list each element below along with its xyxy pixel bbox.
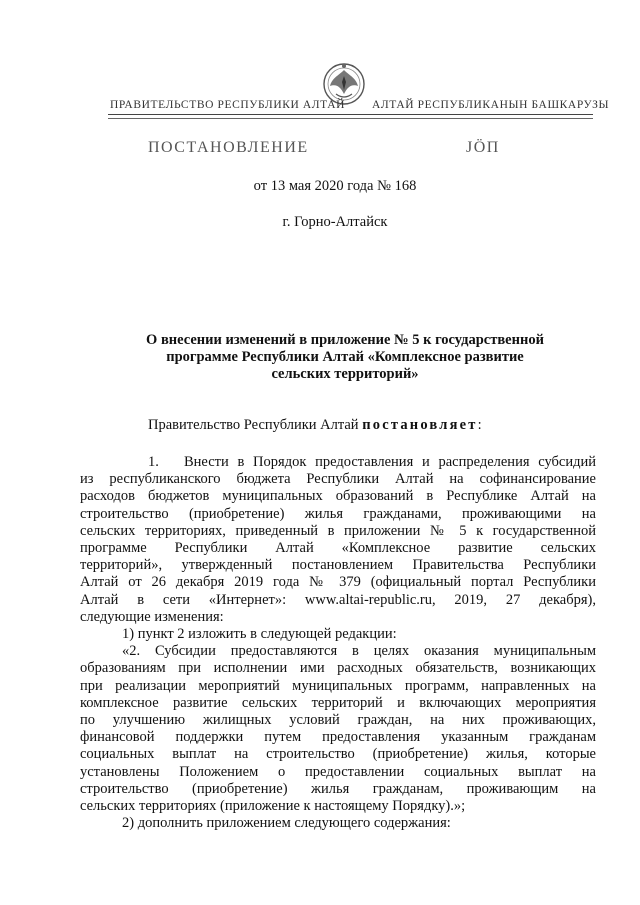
paragraph-line: 1. Внести в Порядок предоставления и распределения субсидий xyxy=(80,454,596,471)
paragraph-line: из республиканского бюджета Республики Алтай на софинансирование xyxy=(80,471,596,488)
paragraph-line: строительство (приобретение) жилья гражданами, проживающими на xyxy=(80,505,596,522)
government-name-altai: АЛТАЙ РЕСПУБЛИКАНЫН БАШКАРУЗЫ xyxy=(372,99,610,111)
decree-prefix: Правительство Республики Алтай xyxy=(148,417,363,433)
paragraph-line: программе Республики Алтай «Комплексное развитие сельских xyxy=(80,540,596,557)
document-title xyxy=(130,332,560,383)
decree-statement xyxy=(80,417,640,434)
paragraph-line: расходов бюджетов муниципальных образований в Республике Алтай на xyxy=(80,488,596,505)
document-date: от 13 мая 2020 года № 168 xyxy=(253,178,417,194)
quote-line: сельских территориях (приложение к настоящему Порядку).»; xyxy=(80,798,466,815)
header-rule xyxy=(108,114,593,115)
item-1 xyxy=(80,454,596,832)
paragraph-line: Алтай в сети «Интернет»: www.altai-republic.ru, 2019, 27 декабря), xyxy=(80,591,596,608)
paragraph-line: территорий», утвержденный постановлением Правительства Республики xyxy=(80,557,596,574)
quote-line: финансовой поддержки путем предоставления указанным гражданам xyxy=(80,729,596,746)
document-type-altai: ЈӦП xyxy=(466,139,500,156)
quote-line: установлены Положением о предоставлении социальных выплат на xyxy=(80,763,596,780)
header-rule-thin xyxy=(108,118,593,119)
title-line: О внесении изменений в приложение № 5 к государственной xyxy=(146,332,544,348)
subitem-1: 1) пункт 2 изложить в следующей редакции: xyxy=(122,626,397,643)
quote-line: по улучшению жилищных условий граждан, на них проживающих, xyxy=(80,712,596,729)
quote-line: образованиям при исполнении ими расходных обязательств, возникающих xyxy=(80,660,596,677)
quote-line: социальных выплат на строительство (приобретение) жилья, которые xyxy=(80,746,596,763)
quote-line: строительство (приобретение) жилья гражданам, проживающим на xyxy=(80,780,596,797)
paragraph-line: сельских территориях, приведенный в приложении № 5 к государственной xyxy=(80,522,596,539)
title-line: программе Республики Алтай «Комплексное развитие xyxy=(166,349,524,365)
title-line: сельских территорий» xyxy=(271,366,419,382)
subitem-2: 2) дополнить приложением следующего содержания: xyxy=(122,815,451,832)
quote-line: комплексное развитие сельских территорий и включающих мероприятия xyxy=(80,694,596,711)
decree-verb: постановляет xyxy=(362,417,478,433)
paragraph-line: следующие изменения: xyxy=(80,608,224,625)
decree-suffix: : xyxy=(477,417,482,433)
quote-line: «2. Субсидии предоставляются в целях оказания муниципальным xyxy=(122,643,596,660)
item-number: 1. xyxy=(148,454,159,470)
document-type: ПОСТАНОВЛЕНИЕ xyxy=(148,139,309,156)
quote-line: при реализации мероприятий муниципальных программ, направленных на xyxy=(80,677,596,694)
government-name-russian: ПРАВИТЕЛЬСТВО РЕСПУБЛИКИ АЛТАЙ xyxy=(110,99,346,111)
document-city: г. Горно-Алтайск xyxy=(282,214,388,230)
paragraph-line: Алтай от 26 декабря 2019 года № 379 (официальный портал Республики xyxy=(80,574,596,591)
